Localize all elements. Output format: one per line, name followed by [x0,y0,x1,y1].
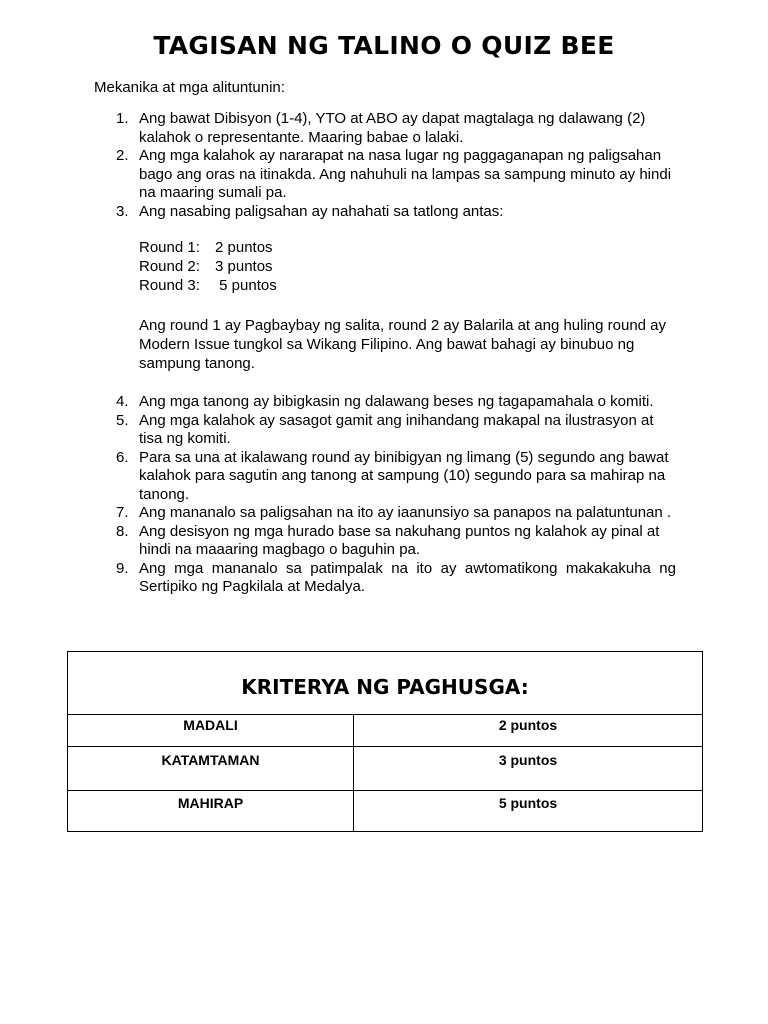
difficulty-points: 2 puntos [354,715,703,747]
rules-list-part2 [116,393,676,597]
round-points: 3 puntos [215,258,273,275]
round-description: Ang round 1 ay Pagbaybay ng salita, round 2 ay Balarila at ang huling round ay Modern Issue tungkol sa Wikang Filipino. Ang bawat bahagi ay binubuo ng sampung tanong. [139,317,667,372]
round-label: Round 1: [139,239,200,256]
round-row [139,257,277,276]
round-label: Round 3: [139,277,200,294]
round-points: 2 puntos [215,239,273,256]
document-title: TAGISAN NG TALINO O QUIZ BEE [153,31,615,60]
mechanics-intro: Mekanika at mga alituntunin: [94,79,285,96]
rules-list-part1 [116,110,676,221]
round-points: 5 puntos [215,277,277,294]
rule-text: Ang mga kalahok ay nararapat na nasa lugar ng paggaganapan ng paligsahan bago ang oras na itinakda. Ang nahuhuli na lampas sa sampung minuto ay hindi na maaring sumali pa. [139,147,672,201]
rule-text: Ang bawat Dibisyon (1-4), YTO at ABO ay dapat magtalaga ng dalawang (2) kalahok o representante. Maaring babae o lalaki. [139,110,646,146]
rule-item [116,147,676,203]
round-row [139,238,277,257]
rule-number: 7. [116,504,129,521]
rounds-list [139,238,277,295]
rule-item [116,393,676,412]
criteria-heading: KRITERYA NG PAGHUSGA: [241,675,529,699]
rule-text: Para sa una at ikalawang round ay binibigyan ng limang (5) segundo ang bawat kalahok para sagutin ang tanong at sampung (10) segundo para sa mahirap na tanong. [139,448,669,503]
rule-number: 2. [116,147,129,164]
rule-text: Ang mga mananalo sa patimpalak na ito ay awtomatikong makakakuha ng Sertipiko ng Pagkilala at Medalya. [139,559,676,595]
rule-item [116,504,676,523]
rule-item [116,110,676,147]
difficulty-level: MADALI [68,715,354,747]
difficulty-points: 5 puntos [354,791,703,832]
rule-number: 6. [116,448,129,466]
rule-text: Ang mananalo sa paligsahan na ito ay iaanunsiyo sa panapos na palatuntunan . [139,504,672,521]
rule-number: 3. [116,202,129,220]
rule-number: 8. [116,522,129,540]
table-row [68,715,703,747]
rule-item [116,449,676,505]
rule-item [116,412,676,449]
criteria-heading-cell [68,652,703,715]
rule-number: 1. [116,110,129,127]
round-label: Round 2: [139,258,200,275]
rule-text: Ang nasabing paligsahan ay nahahati sa tatlong antas: [139,202,504,220]
rule-text: Ang mga tanong ay bibigkasin ng dalawang beses ng tagapamahala o komiti. [139,393,654,410]
rule-number: 4. [116,393,129,410]
rule-number: 5. [116,411,129,429]
rule-item [116,523,676,560]
rule-item [116,560,676,597]
difficulty-level: KATAMTAMAN [68,747,354,791]
rule-text: Ang desisyon ng mga hurado base sa nakuhang puntos ng kalahok ay pinal at hindi na maaaring magbago o baguhin pa. [139,522,660,558]
table-row [68,747,703,791]
rule-text: Ang mga kalahok ay sasagot gamit ang inihandang makapal na ilustrasyon at tisa ng komiti. [139,411,654,447]
criteria-table [67,651,703,832]
difficulty-points: 3 puntos [354,747,703,791]
table-row [68,791,703,832]
rule-number: 9. [116,559,129,577]
rule-item [116,203,676,222]
difficulty-level: MAHIRAP [68,791,354,832]
criteria-header-row [68,652,703,715]
round-row [139,276,277,295]
